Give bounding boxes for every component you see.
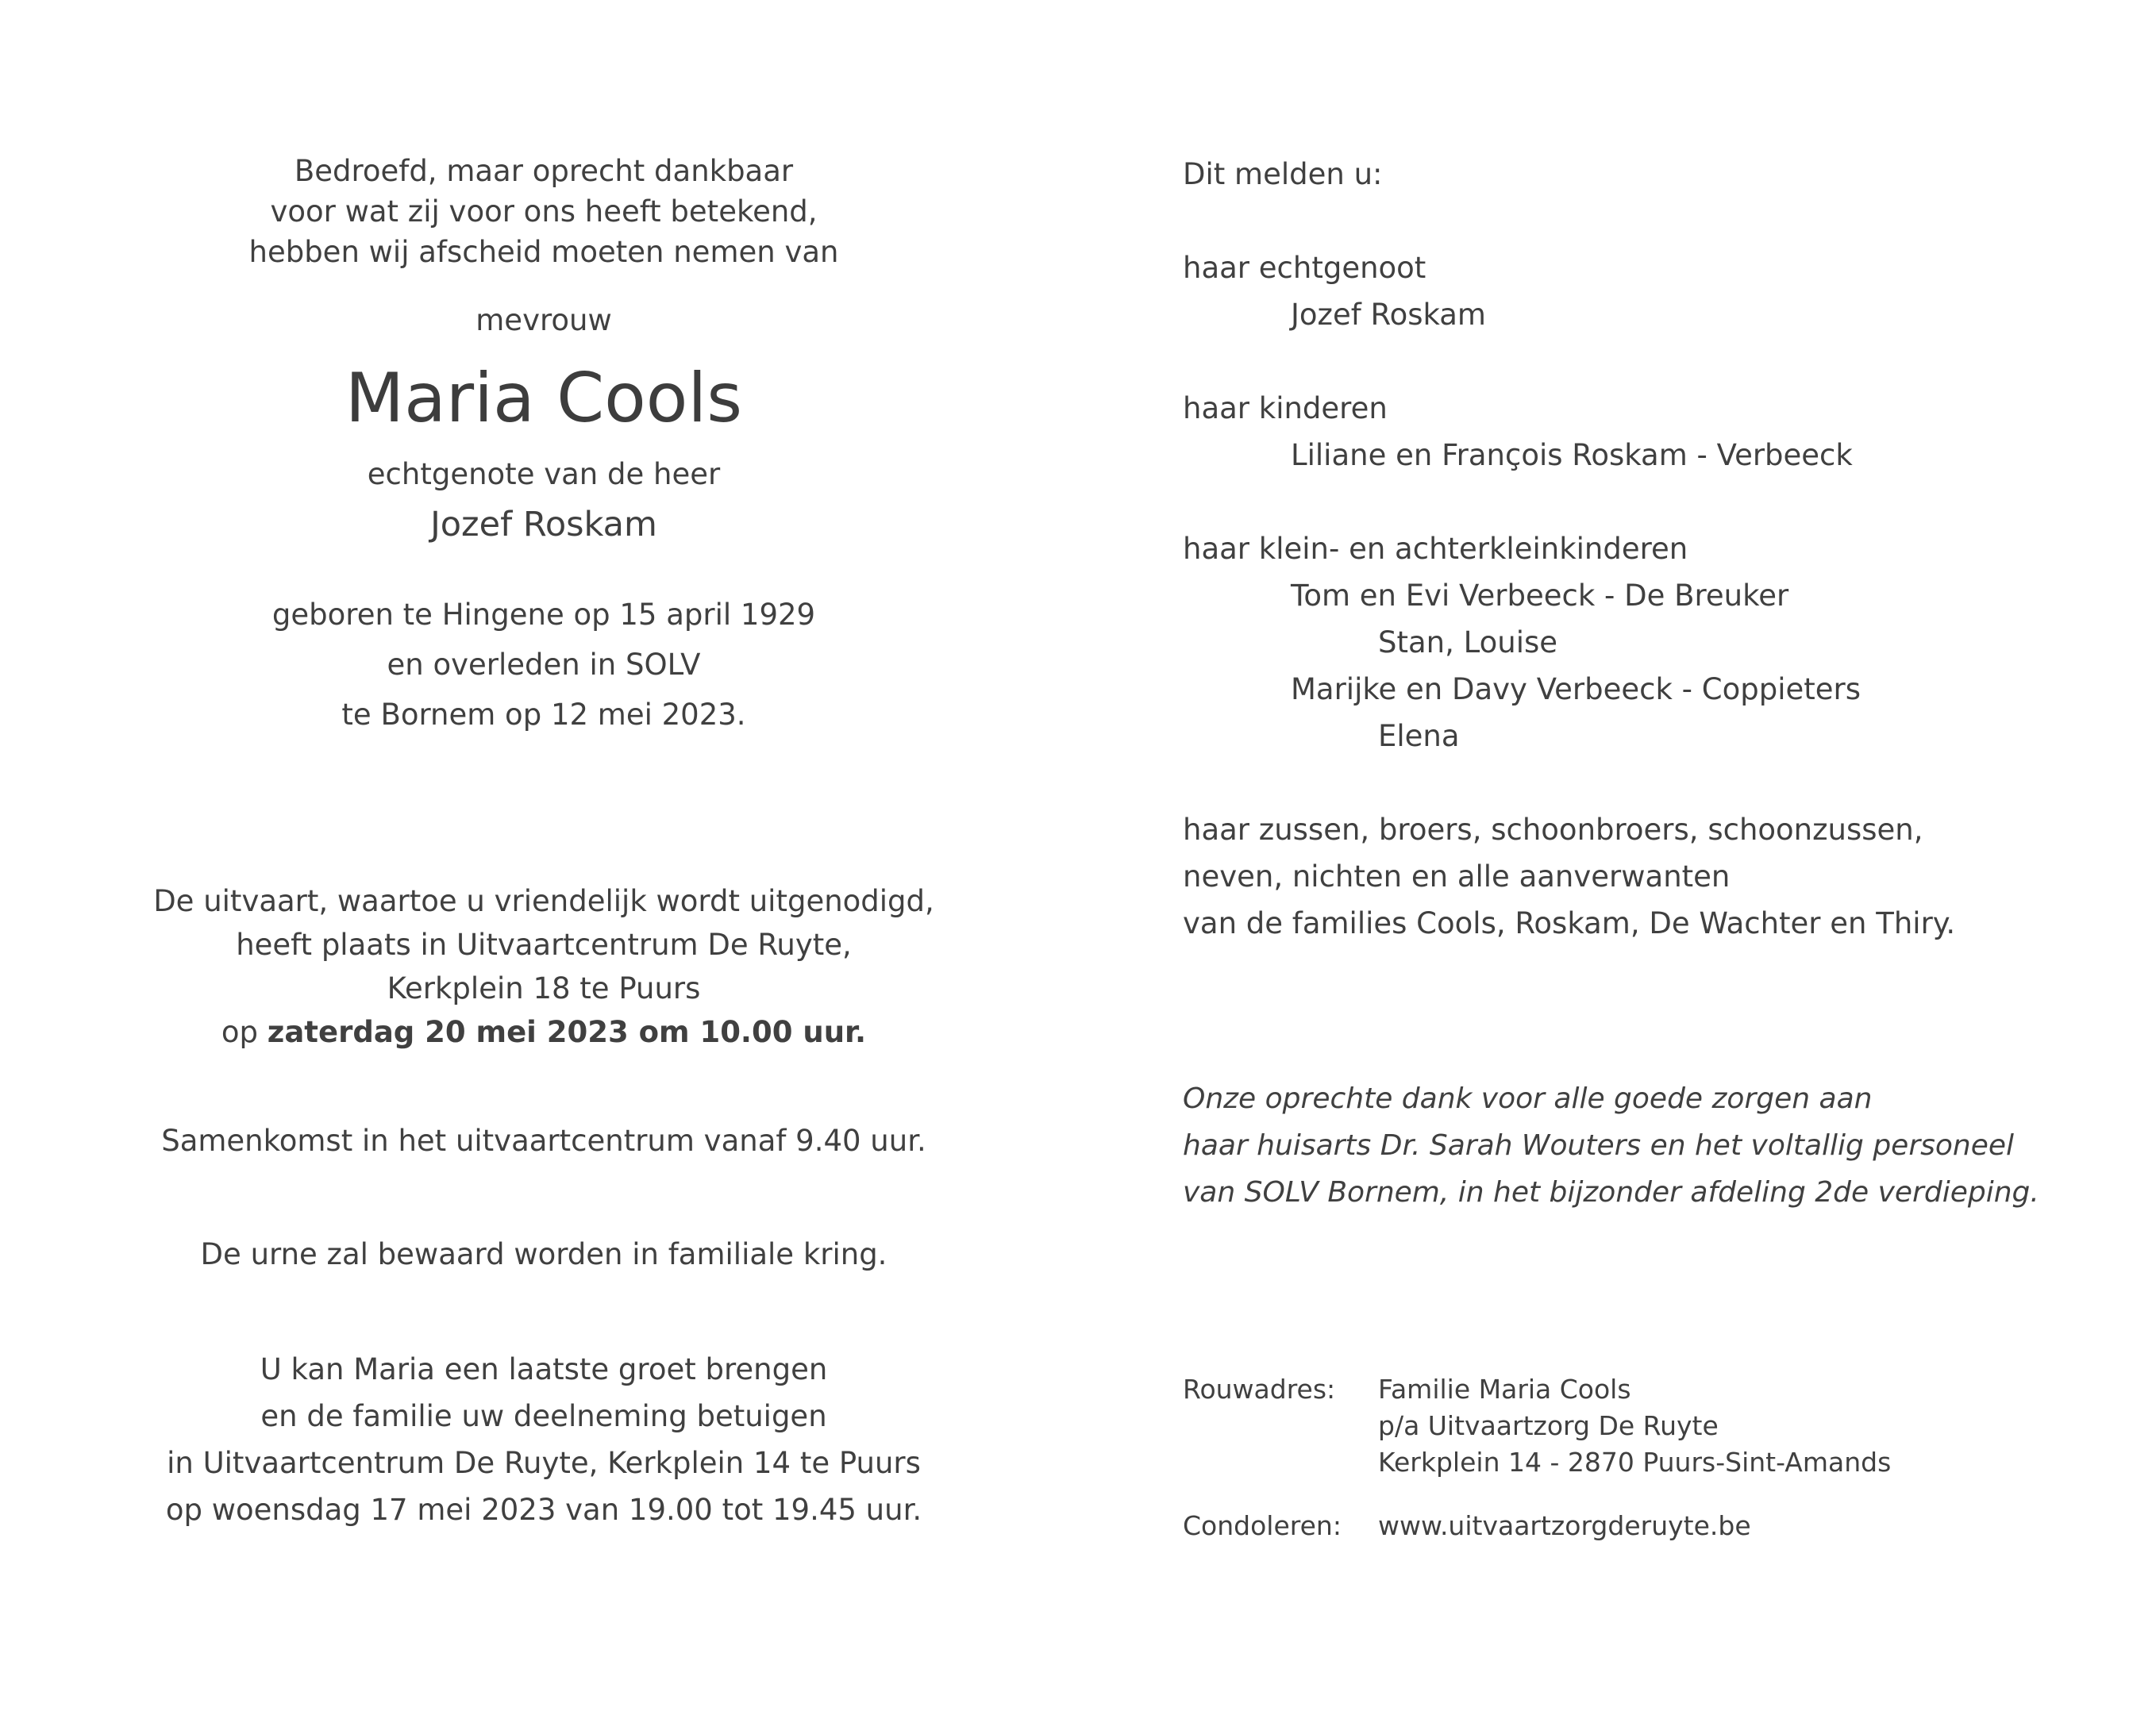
thanks-line: Onze oprechte dank voor alle goede zorgen aan	[1183, 1082, 1873, 1115]
spouse-name: Jozef Roskam	[430, 505, 657, 544]
address-label: Rouwadres:	[1183, 1374, 1336, 1405]
address-lines	[1378, 1371, 1891, 1481]
condolences-link[interactable]: www.uitvaartzorgderuyte.be	[1378, 1510, 1751, 1541]
urn-text: De urne zal bewaard worden in familiale kring.	[200, 1237, 887, 1271]
funeral-line: Kerkplein 18 te Puurs	[387, 971, 701, 1005]
great-grandchildren: Stan, Louise	[1378, 625, 1558, 659]
grandchild-family: Marijke en Davy Verbeeck - Coppieters	[1291, 672, 1861, 706]
deceased-name: Maria Cools	[345, 359, 743, 438]
title-label: mevrouw	[475, 303, 612, 337]
funeral-info	[79, 879, 1008, 1054]
left-column	[79, 151, 1008, 1533]
children-names: Liliane en François Roskam - Verbeeck	[1291, 438, 1853, 472]
funeral-date: zaterdag 20 mei 2023 om 10.00 uur.	[267, 1015, 867, 1049]
address-line: Kerkplein 14 - 2870 Puurs-Sint-Amands	[1378, 1447, 1892, 1478]
children-label: haar kinderen	[1183, 391, 1388, 425]
grandchildren-label: haar klein- en achterkleinkinderen	[1183, 532, 1688, 566]
funeral-date-prefix: op	[221, 1015, 268, 1049]
life-dates	[79, 590, 1008, 740]
funeral-line: De uitvaart, waartoe u vriendelijk wordt uitgenodigd,	[153, 884, 934, 918]
thanks-line: van SOLV Bornem, in het bijzonder afdeling 2de verdieping.	[1183, 1176, 2039, 1209]
intro-line: voor wat zij voor ons heeft betekend,	[270, 194, 818, 229]
visit-line: U kan Maria een laatste groet brengen	[260, 1352, 828, 1386]
intro-text	[79, 151, 1008, 272]
relatives-line: neven, nichten en alle aanverwanten	[1183, 859, 1731, 894]
visit-line: op woensdag 17 mei 2023 van 19.00 tot 19.45 uur.	[165, 1493, 922, 1527]
visit-line: en de familie uw deelneming betuigen	[260, 1399, 827, 1433]
husband-label: haar echtgenoot	[1183, 251, 1426, 285]
address-line: p/a Uitvaartzorg De Ruyte	[1378, 1410, 1719, 1441]
birth-line: geboren te Hingene op 15 april 1929	[271, 598, 816, 632]
spouse-label: echtgenote van de heer	[367, 457, 721, 491]
intro-line: Bedroefd, maar oprecht dankbaar	[294, 154, 794, 188]
grandchild-family: Tom en Evi Verbeeck - De Breuker	[1291, 579, 1789, 613]
death-place-line: en overleden in SOLV	[387, 648, 701, 682]
relatives-line: haar zussen, broers, schoonbroers, schoonzussen,	[1183, 813, 1923, 847]
visitation-info	[79, 1346, 1008, 1533]
condolences-label: Condoleren:	[1183, 1510, 1342, 1541]
address-line: Familie Maria Cools	[1378, 1374, 1631, 1405]
funeral-line: heeft plaats in Uitvaartcentrum De Ruyte,	[236, 928, 852, 962]
husband-name: Jozef Roskam	[1291, 298, 1486, 332]
gathering-text: Samenkomst in het uitvaartcentrum vanaf 9.40 uur.	[161, 1124, 926, 1158]
great-grandchildren: Elena	[1378, 719, 1460, 753]
announce-text: Dit melden u:	[1183, 157, 1383, 191]
visit-line: in Uitvaartcentrum De Ruyte, Kerkplein 14 te Puurs	[167, 1446, 921, 1480]
mourning-address	[1183, 1371, 2119, 1544]
right-column	[1183, 151, 2119, 1544]
funeral-date-line	[79, 1010, 1008, 1054]
thanks-text	[1183, 1075, 2119, 1216]
intro-line: hebben wij afscheid moeten nemen van	[248, 235, 839, 269]
relatives-line: van de families Cools, Roskam, De Wachter en Thiry.	[1183, 906, 1956, 940]
death-date-line: te Bornem op 12 mei 2023.	[341, 698, 746, 732]
thanks-line: haar huisarts Dr. Sarah Wouters en het voltallig personeel	[1183, 1129, 2015, 1162]
address-row	[1183, 1371, 2119, 1481]
condolences-row	[1183, 1508, 2119, 1544]
